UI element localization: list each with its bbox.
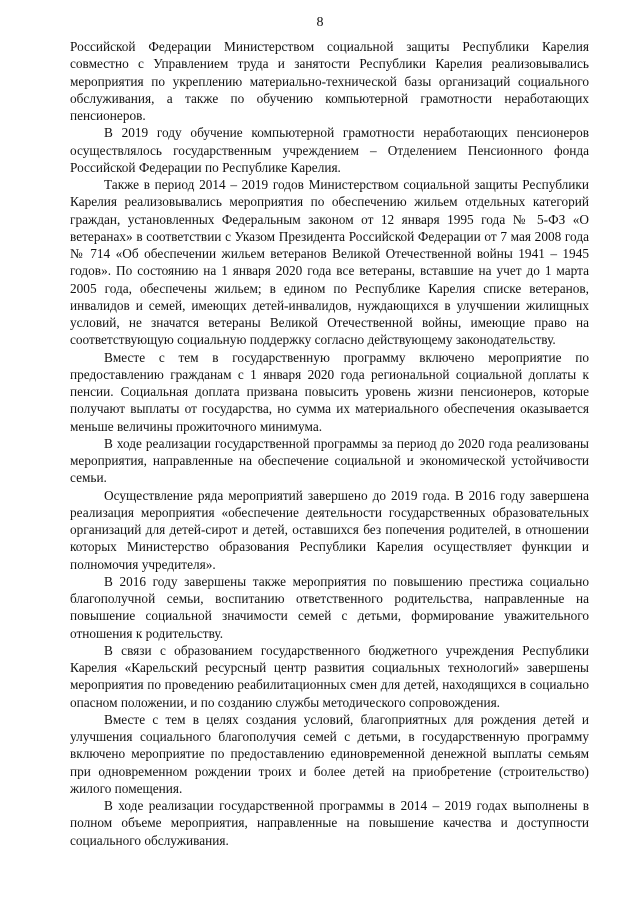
- paragraph-veterans-housing: Также в период 2014 – 2019 годов Министерством социальной защиты Республики Карелия реализовывались мероприятия по обеспечению жильем отдельных категорий граждан, установленных Федеральным законом от 12 января 1995 года № 5-ФЗ «О ветеранах» в соответствии с Указом Президента Российской Федерации от 7 мая 2008 года № 714 «Об обеспечении жильем ветеранов Великой Отечественной войны 1941 – 1945 годов». По состоянию на 1 января 2020 года все ветераны, вставшие на учет до 1 марта 2005 года, обеспечены жильем; в едином по Республике Карелия списке ветеранов, инвалидов и семей, имеющих детей-инвалидов, нуждающихся в улучшении жилищных условий, не значатся ветераны Великой Отечественной войны, имеющие право на соответствующую социальную поддержку согласно действующему законодательству.: [70, 177, 589, 348]
- paragraph-resource-center: В связи с образованием государственного бюджетного учреждения Республики Карелия «Карельский ресурсный центр развития социальных технологий» завершены мероприятия по проведению реабилитационных смен для детей, находящихся в социально опасном положении, и по созданию службы методического сопровождения.: [70, 642, 589, 710]
- paragraph-family-stability: В ходе реализации государственной программы за период до 2020 года реализованы мероприятия, направленные на обеспечение социальной и экономической устойчивости семьи.: [70, 435, 589, 486]
- paragraph-social-services-quality: В ходе реализации государственной программы в 2014 – 2019 годах выполнены в полном объеме мероприятия, направленные на повышение качества и доступности социального обслуживания.: [70, 798, 589, 848]
- page-number: 8: [316, 15, 324, 30]
- paragraph-continuation: Российской Федерации Министерством социальной защиты Республики Карелия совместно с Управлением труда и занятости Республики Карелия реализовывались мероприятия по укреплению материально-технической базы организаций социального обслуживания, а также по обучению компьютерной грамотности неработающих пенсионеров.: [70, 39, 589, 123]
- paragraph-social-pension-supplement: Вместе с тем в государственную программу включено мероприятие по предоставлению гражданам с 1 января 2020 года региональной социальной доплаты к пенсии. Социальная доплата призвана повысить уровень жизни пенсионеров, которые получают выплаты от государства, но сумма их материального обеспечения оказывается меньше величины прожиточного минимума.: [70, 349, 589, 434]
- document-body: [70, 38, 589, 849]
- paragraph-computer-literacy-2019: В 2019 году обучение компьютерной грамотности неработающих пенсионеров осуществлялось государственным учреждением – Отделением Пенсионного фонда Российской Федерации по Республике Карелия.: [70, 125, 589, 175]
- paragraph-lump-sum-payment: Вместе с тем в целях создания условий, благоприятных для рождения детей и улучшения социального благополучия семей с детьми, в государственную программу включено мероприятие по предоставлению единовременной денежной выплаты семьям при одновременном рождении троих и более детей на приобретение (строительство) жилого помещения.: [70, 711, 589, 796]
- paragraph-family-prestige: В 2016 году завершены также мероприятия по повышению престижа социально благополучной семьи, воспитанию ответственного родительства, направленные на повышение социальной значимости семей с детьми, формирование уважительного отношения к родительству.: [70, 573, 589, 641]
- paragraph-completed-measures: Осуществление ряда мероприятий завершено до 2019 года. В 2016 году завершена реализация мероприятия «обеспечение деятельности государственных образовательных организаций для детей-сирот и детей, оставшихся без попечения родителей, в отношении которых Министерство образования Республики Карелия осуществляет функции и полномочия учредителя».: [70, 487, 589, 572]
